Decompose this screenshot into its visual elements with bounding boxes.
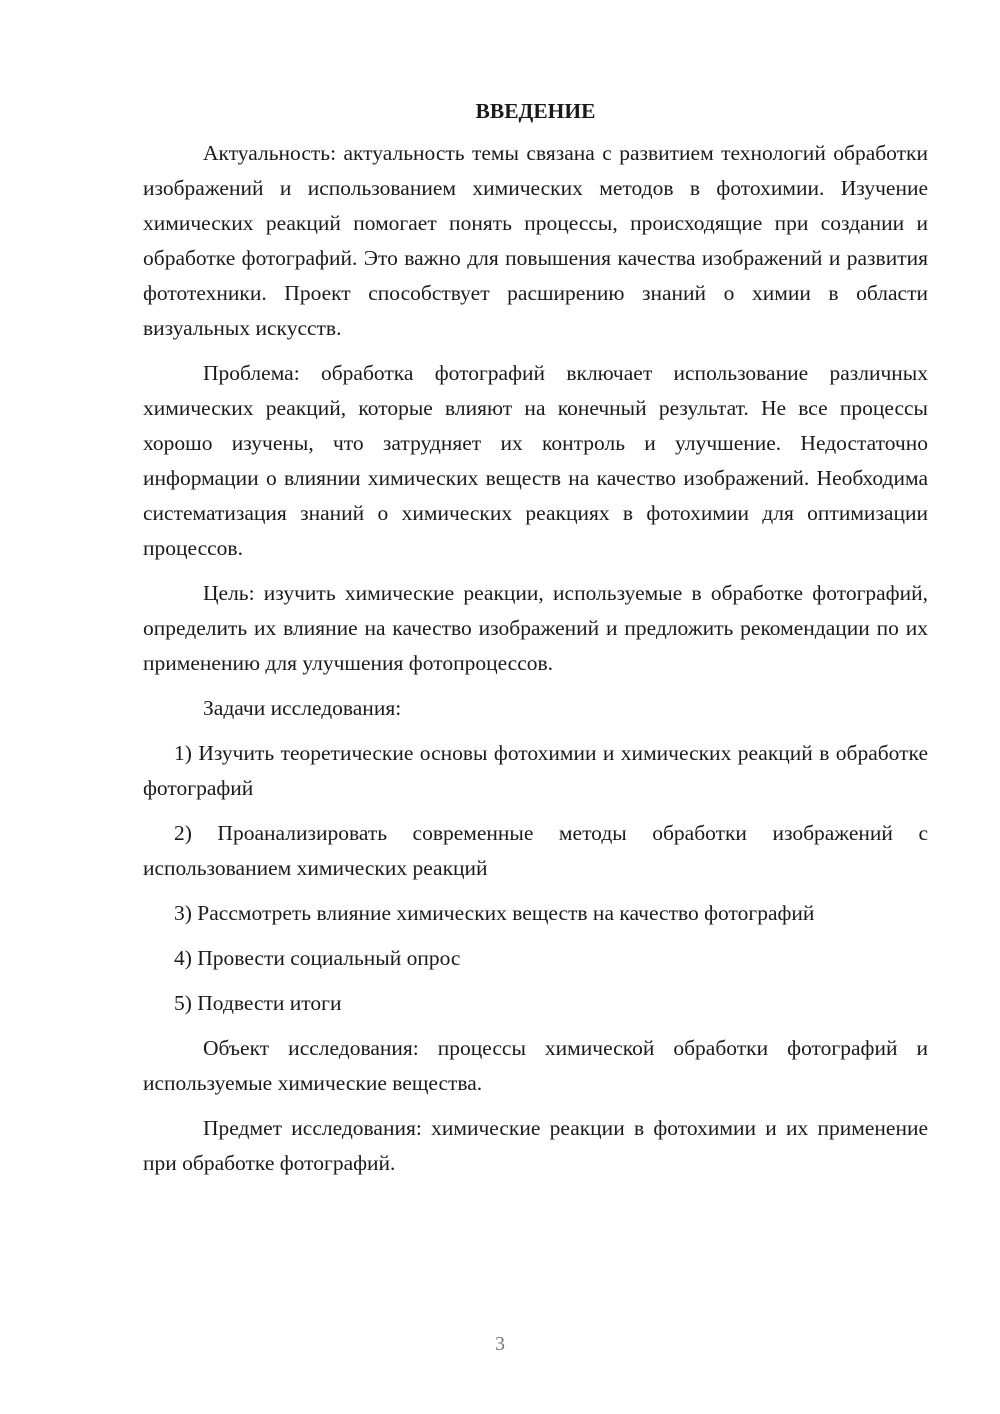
tasks-heading: Задачи исследования: [203,696,402,720]
task-item-4: 4) Провести социальный опрос [174,946,461,970]
goal-paragraph: Цель: изучить химические реакции, используемые в обработке фотографий, определить их влияние на качество изображений и предложить рекомендации по их применению для улучшения фотопроцессов. [143,581,928,675]
section-title: ВВЕДЕНИЕ [475,99,596,123]
problem-paragraph: Проблема: обработка фотографий включает использование различных химических реакций, которые влияют на конечный результат. Не все процессы хорошо изучены, что затрудняет их контроль и улучшение. Недостаточно информации о влиянии химических веществ на качество изображений. Необходима систематизация знаний о химических реакциях в фотохимии для оптимизации процессов. [143,361,928,560]
page-number: 3 [495,1333,505,1355]
task-item-5: 5) Подвести итоги [174,991,342,1015]
document-page [143,96,928,1191]
task-item-1: 1) Изучить теоретические основы фотохимии и химических реакций в обработке фотографий [143,741,928,800]
task-item-2: 2) Проанализировать современные методы обработки изображений с использованием химических реакций [143,821,928,880]
relevance-paragraph: Актуальность: актуальность темы связана с развитием технологий обработки изображений и использованием химических методов в фотохимии. Изучение химических реакций помогает понять процессы, происходящие при создании и обработке фотографий. Это важно для повышения качества изображений и развития фототехники. Проект способствует расширению знаний о химии в области визуальных искусств. [143,141,928,340]
task-item-3: 3) Рассмотреть влияние химических веществ на качество фотографий [174,901,815,925]
subject-paragraph: Предмет исследования: химические реакции в фотохимии и их применение при обработке фотографий. [143,1116,928,1175]
object-paragraph: Объект исследования: процессы химической обработки фотографий и используемые химические вещества. [143,1036,928,1095]
tasks-list [143,736,928,1021]
